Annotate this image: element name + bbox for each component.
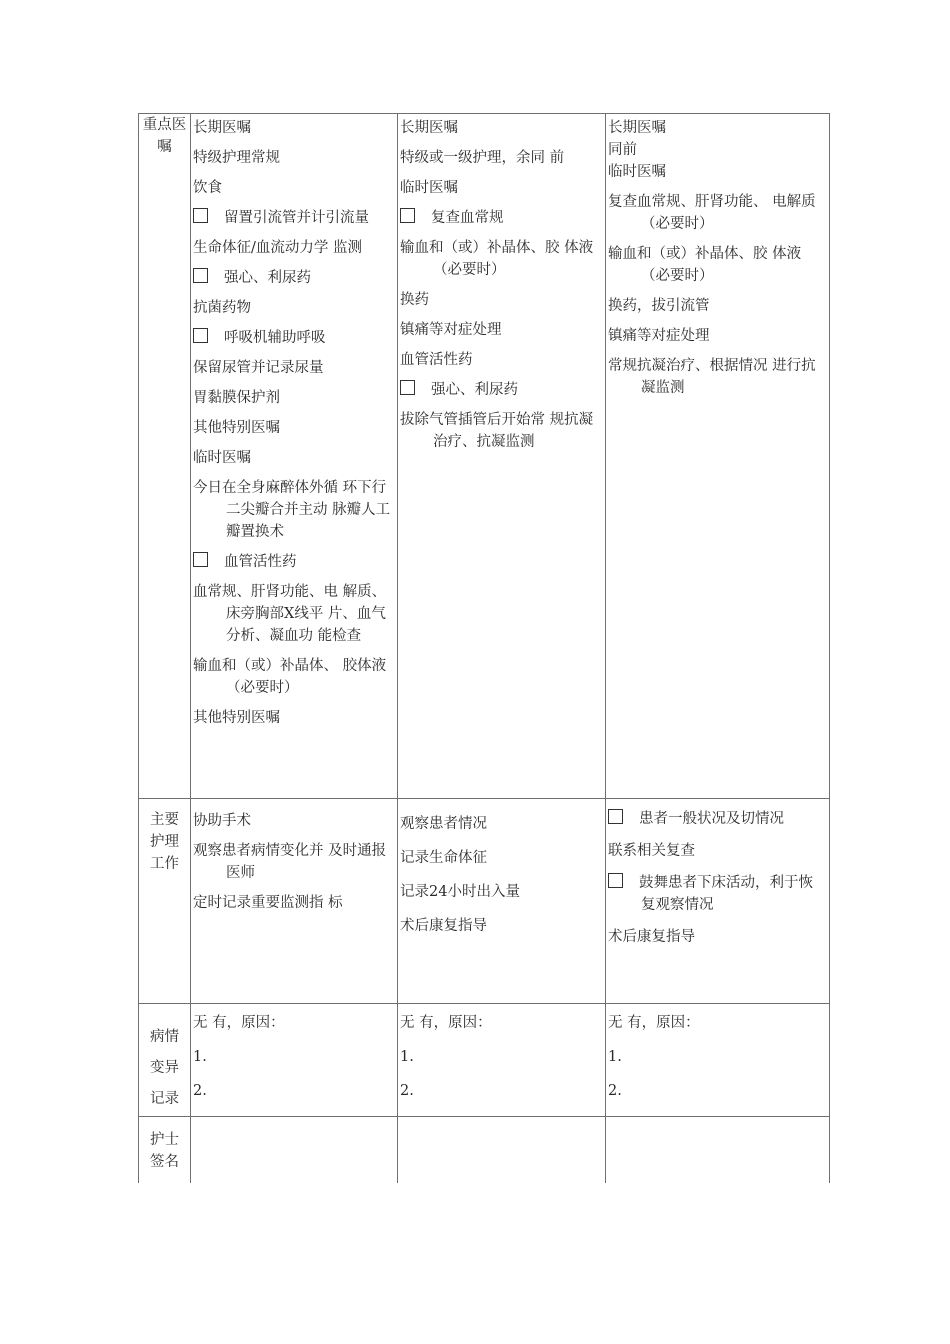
orders-day2-cell bbox=[398, 114, 606, 799]
list-item bbox=[400, 379, 603, 401]
list-item: 记录24小时出入量 bbox=[400, 884, 520, 900]
variance-day3-cell bbox=[606, 1004, 830, 1117]
list-item: 保留尿管并记录尿量 bbox=[193, 360, 324, 376]
list-item: 输血和（或）补晶体、胶 体液（必要时） bbox=[400, 240, 594, 278]
list-item bbox=[608, 808, 827, 830]
signature-day1-cell[interactable] bbox=[191, 1117, 398, 1184]
list-item-text: 复查血常规 bbox=[431, 210, 504, 226]
list-item: 血常规、肝肾功能、电 解质、床旁胸部X线平 片、血气分析、凝血功 能检查 bbox=[193, 584, 387, 644]
list-item: 复查血常规、肝肾功能、 电解质（必要时） bbox=[608, 194, 816, 232]
signature-day2-cell[interactable] bbox=[398, 1117, 606, 1184]
orders-day1-cell bbox=[191, 114, 398, 799]
list-item bbox=[193, 551, 395, 573]
variance-day2-cell bbox=[398, 1004, 606, 1117]
checkbox-icon bbox=[608, 809, 623, 824]
list-item: 抗菌药物 bbox=[193, 300, 251, 316]
list-item: 术后康复指导 bbox=[400, 918, 487, 934]
orders-row bbox=[139, 114, 830, 799]
list-item: 2. bbox=[400, 1083, 414, 1099]
variance-row bbox=[139, 1004, 830, 1117]
checkbox-icon bbox=[400, 380, 415, 395]
list-item: 临时医嘱 bbox=[608, 164, 666, 180]
list-item-text: 强心、利尿药 bbox=[224, 270, 311, 286]
variance-header bbox=[139, 1004, 191, 1117]
list-item-text: 血管活性药 bbox=[224, 554, 297, 570]
list-item: 1. bbox=[400, 1049, 414, 1065]
variance-day1-cell bbox=[191, 1004, 398, 1117]
list-item: 临时医嘱 bbox=[400, 180, 458, 196]
list-item: 饮食 bbox=[193, 180, 222, 196]
list-item: 无 有，原因： bbox=[608, 1015, 700, 1031]
list-item: 镇痛等对症处理 bbox=[400, 322, 502, 338]
list-item bbox=[193, 267, 395, 289]
list-item bbox=[608, 872, 827, 916]
signature-header-label: 护士签名 bbox=[150, 1132, 179, 1170]
list-item: 血管活性药 bbox=[400, 352, 473, 368]
list-item: 1. bbox=[608, 1049, 622, 1065]
list-item: 记录生命体征 bbox=[400, 850, 487, 866]
nursing-row bbox=[139, 799, 830, 1004]
list-item: 其他特别医嘱 bbox=[193, 420, 280, 436]
list-item: 长期医嘱 bbox=[400, 120, 458, 136]
list-item: 观察患者病情变化并 及时通报医师 bbox=[193, 843, 387, 881]
checkbox-icon bbox=[193, 552, 208, 567]
list-item: 1. bbox=[193, 1049, 207, 1065]
orders-day3-cell bbox=[606, 114, 830, 799]
list-item: 生命体征/血流动力学 监测 bbox=[193, 240, 362, 256]
list-item: 无 有，原因： bbox=[193, 1015, 285, 1031]
list-item: 换药 bbox=[400, 292, 429, 308]
list-item bbox=[193, 207, 395, 229]
list-item-text: 留置引流管并计引流量 bbox=[224, 210, 369, 226]
nursing-header-label: 主要护理工作 bbox=[150, 812, 179, 872]
list-item-text: 呼吸机辅助呼吸 bbox=[224, 330, 326, 346]
list-item: 2. bbox=[193, 1083, 207, 1099]
signature-header bbox=[139, 1117, 191, 1184]
nursing-day1-cell bbox=[191, 799, 398, 1004]
list-item: 今日在全身麻醉体外循 环下行二尖瓣合并主动 脉瓣人工瓣置换术 bbox=[193, 480, 391, 540]
orders-header bbox=[139, 114, 191, 799]
checkbox-icon bbox=[193, 268, 208, 283]
orders-header-label: 重点医嘱 bbox=[142, 117, 187, 155]
list-item: 胃黏膜保护剂 bbox=[193, 390, 280, 406]
list-item: 长期医嘱 bbox=[193, 120, 251, 136]
checkbox-icon bbox=[400, 208, 415, 223]
list-item: 常规抗凝治疗、根据情况 进行抗凝监测 bbox=[608, 358, 816, 396]
list-item bbox=[400, 207, 603, 229]
variance-header-label: 病情变异记录 bbox=[150, 1029, 179, 1107]
list-item bbox=[193, 327, 395, 349]
list-item: 无 有，原因： bbox=[400, 1015, 492, 1031]
list-item: 观察患者情况 bbox=[400, 816, 487, 832]
nursing-day3-cell bbox=[606, 799, 830, 1004]
list-item: 特级或一级护理，余同 前 bbox=[400, 150, 565, 166]
checkbox-icon bbox=[608, 873, 623, 888]
nursing-header bbox=[139, 799, 191, 1004]
signature-day3-cell[interactable] bbox=[606, 1117, 830, 1184]
checkbox-icon bbox=[193, 328, 208, 343]
list-item: 输血和（或）补晶体、胶 体液（必要时） bbox=[608, 246, 802, 284]
list-item-text: 患者一般状况及切情况 bbox=[639, 811, 784, 827]
list-item: 联系相关复查 bbox=[608, 843, 695, 859]
list-item-text: 强心、利尿药 bbox=[431, 382, 518, 398]
list-item: 长期医嘱 bbox=[608, 120, 666, 136]
list-item: 定时记录重要监测指 标 bbox=[193, 895, 343, 911]
list-item: 拔除气管插管后开始常 规抗凝治疗、抗凝监测 bbox=[400, 412, 594, 450]
signature-row bbox=[139, 1117, 830, 1184]
list-item: 镇痛等对症处理 bbox=[608, 328, 710, 344]
list-item: 特级护理常规 bbox=[193, 150, 280, 166]
clinical-pathway-table bbox=[138, 113, 830, 1183]
list-item: 协助手术 bbox=[193, 813, 251, 829]
list-item: 同前 bbox=[608, 142, 637, 158]
list-item: 术后康复指导 bbox=[608, 929, 695, 945]
nursing-day2-cell bbox=[398, 799, 606, 1004]
list-item: 换药，拔引流管 bbox=[608, 298, 710, 314]
list-item: 临时医嘱 bbox=[193, 450, 251, 466]
list-item: 输血和（或）补晶体、 胶体液（必要时） bbox=[193, 658, 387, 696]
list-item: 其他特别医嘱 bbox=[193, 710, 280, 726]
list-item-text: 鼓舞患者下床活动，利于恢复观察情况 bbox=[639, 875, 813, 913]
checkbox-icon bbox=[193, 208, 208, 223]
list-item: 2. bbox=[608, 1083, 622, 1099]
